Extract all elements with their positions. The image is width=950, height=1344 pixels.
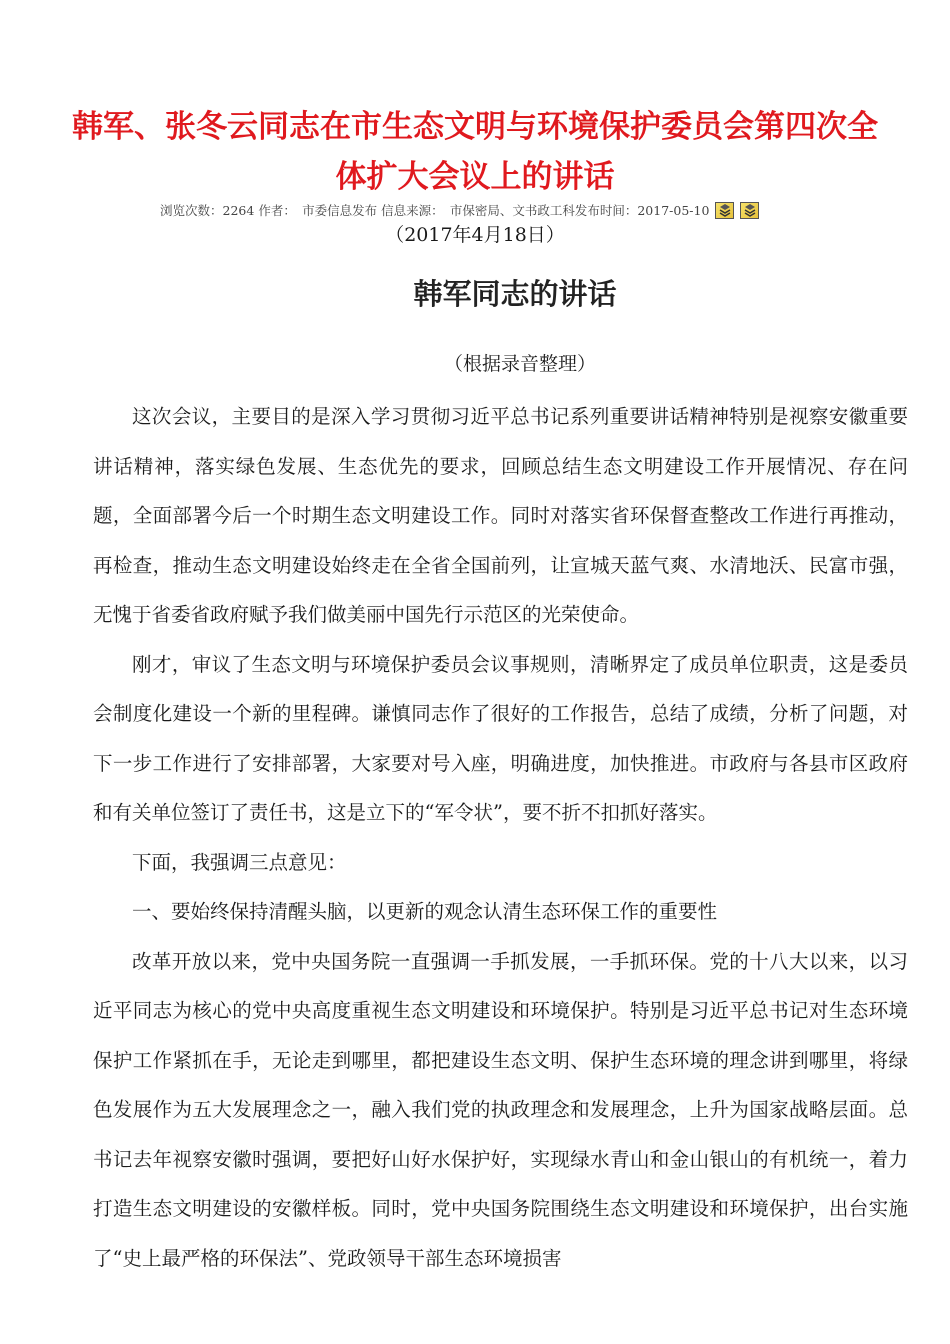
author: 作者： 市委信息发布: [258, 203, 378, 218]
paragraph: 刚才，审议了生态文明与环境保护委员会议事规则，清晰界定了成员单位职责，这是委员会制度化建设一个新的里程碑。谦慎同志作了很好的工作报告，总结了成绩，分析了问题，对下一步工作进行了安排部署，大家要对号入座，明确进度，加快推进。市政府与各县市区政府和有关单位签订了责任书，这是立下的“军令状”，要不折不扣抓好落实。: [93, 652, 908, 824]
article-meta: [160, 200, 763, 220]
view-count: 浏览次数：2264: [160, 203, 255, 218]
paragraph-heading: 一、要始终保持清醒头脑，以更新的观念认清生态环保工作的重要性: [132, 900, 718, 923]
section-title: 韩军同志的讲话: [413, 277, 617, 311]
paragraph: 改革开放以来，党中央国务院一直强调一手抓发展，一手抓环保。党的十八大以来，以习近平同志为核心的党中央高度重视生态文明建设和环境保护。特别是习近平总书记对生态环境保护工作紧抓在手，无论走到哪里，都把建设生态文明、保护生态环境的理念讲到哪里，将绿色发展作为五大发展理念之一，融入我们党的执政理念和发展理念，上升为国家战略层面。总书记去年视察安徽时强调，要把好山好水保护好，实现绿水青山和金山银山的有机统一，着力打造生态文明建设的安徽样板。同时，党中央国务院围绕生态文明建设和环境保护，出台实施了“史上最严格的环保法”、党政领导干部生态环境损害: [93, 949, 908, 1270]
close-window-icon[interactable]: [740, 202, 759, 219]
source-and-date: 信息来源： 市保密局、文书政工科发布时间：2017-05-10: [381, 203, 710, 218]
transcription-note: （根据录音整理）: [443, 353, 596, 375]
document-title-line-2: 体扩大会议上的讲话: [335, 159, 615, 195]
paragraph: 这次会议，主要目的是深入学习贯彻习近平总书记系列重要讲话精神特别是视察安徽重要讲话精神，落实绿色发展、生态优先的要求，回顾总结生态文明建设工作开展情况、存在问题，全面部署今后一个时期生态文明建设工作。同时对落实省环保督查整改工作进行再推动，再检查，推动生态文明建设始终走在全省全国前列，让宣城天蓝气爽、水清地沃、民富市强，无愧于省委省政府赋予我们做美丽中国先行示范区的光荣使命。: [93, 405, 908, 626]
print-icon[interactable]: [715, 202, 734, 219]
speech-body: [93, 392, 908, 1283]
speech-date: （2017年4月18日）: [385, 224, 565, 246]
paragraph: 下面，我强调三点意见：: [132, 850, 347, 874]
document-title-line-1: 韩军、张冬云同志在市生态文明与环境保护委员会第四次全: [72, 109, 878, 145]
